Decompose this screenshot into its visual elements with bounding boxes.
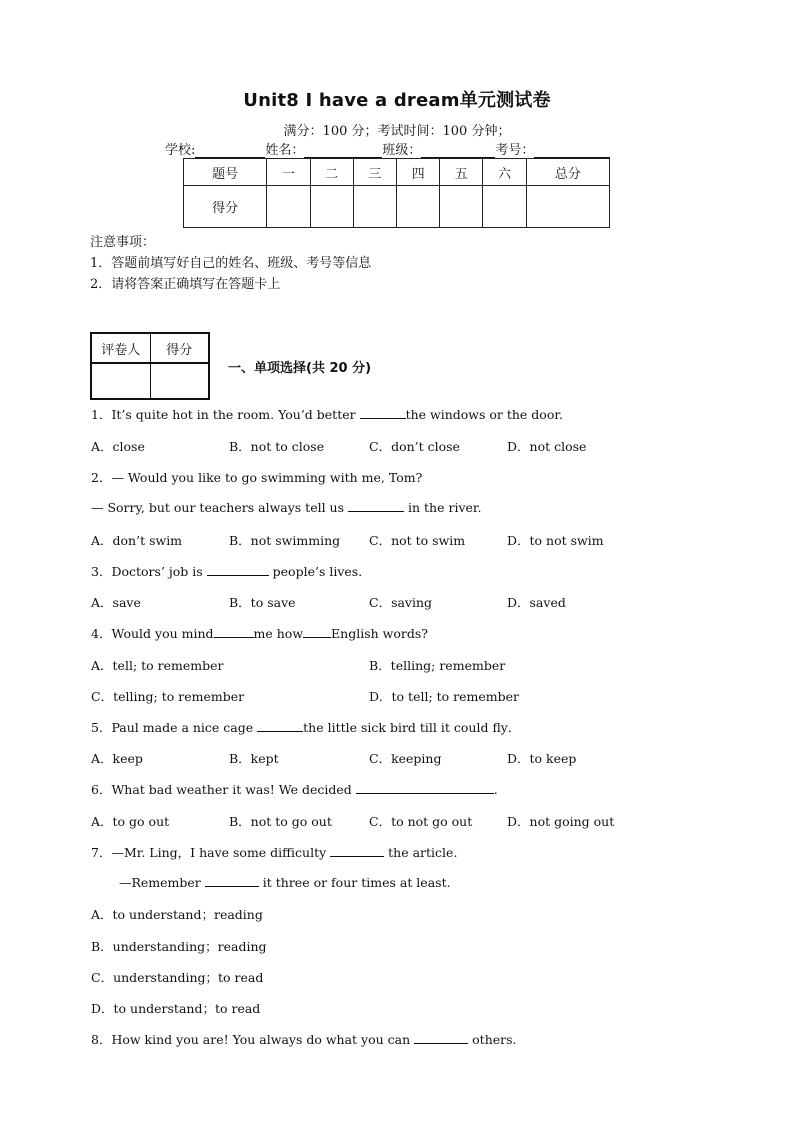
score-table (183, 158, 610, 228)
name-field[interactable] (304, 143, 382, 158)
option-b[interactable]: B．not swimming (229, 533, 341, 548)
score-cell[interactable] (483, 186, 526, 228)
score-header-cell: 总分 (526, 159, 609, 186)
note-item: 2．请将答案正确填写在答题卡上 (90, 277, 281, 292)
option-a[interactable]: A．save (91, 595, 141, 610)
grader-box (90, 332, 210, 400)
option-c[interactable]: C．telling; to remember (91, 689, 245, 704)
option-c[interactable]: C．understanding；to read (91, 970, 264, 985)
answer-blank[interactable] (205, 874, 259, 887)
note-item: 1．答题前填写好自己的姓名、班级、考号等信息 (90, 256, 372, 271)
answer-blank[interactable] (360, 406, 406, 419)
option-c[interactable]: C．saving (369, 595, 433, 610)
option-a[interactable]: A．to go out (91, 814, 170, 829)
question-1 (91, 405, 563, 423)
answer-blank[interactable] (303, 625, 331, 638)
school-label: 学校: (165, 143, 196, 158)
question-5 (91, 718, 520, 736)
question-stem: English words? (331, 626, 428, 641)
question-stem: 3．Doctors’ job is (91, 564, 203, 579)
answer-blank[interactable] (207, 563, 269, 576)
score-header-cell: 四 (396, 159, 439, 186)
question-4 (91, 624, 428, 642)
school-field[interactable] (195, 143, 265, 158)
option-d[interactable]: D．to understand；to read (91, 1001, 261, 1016)
grader-label: 评卷人 (91, 333, 150, 363)
question-stem: in the river. (408, 500, 482, 515)
answer-blank[interactable] (330, 844, 384, 857)
option-d[interactable]: D．not close (507, 439, 587, 454)
score-header-cell: 六 (483, 159, 526, 186)
score-header-cell: 一 (267, 159, 310, 186)
option-b[interactable]: B．understanding；reading (91, 939, 267, 954)
score-header-cell: 二 (310, 159, 353, 186)
question-stem: me how (253, 626, 304, 641)
question-stem: 8．How kind you are! You always do what you can (91, 1032, 411, 1047)
question-7 (91, 843, 457, 861)
question-stem: 4．Would you mind (91, 626, 214, 641)
score-cell[interactable] (310, 186, 353, 228)
option-b[interactable]: B．kept (229, 751, 279, 766)
question-2-reply (91, 499, 481, 515)
option-a[interactable]: A．don’t swim (91, 533, 183, 548)
option-d[interactable]: D．to keep (507, 751, 577, 766)
question-stem: the little sick bird till it could fly． (303, 720, 521, 735)
option-d[interactable]: D．not going out (507, 814, 615, 829)
grader-score-label: 得分 (150, 333, 209, 363)
question-stem: —Remember (119, 875, 201, 890)
question-stem: the article. (388, 845, 458, 860)
option-a[interactable]: A．close (91, 439, 145, 454)
option-a[interactable]: A．to understand；reading (91, 907, 263, 922)
question-7-reply (119, 874, 451, 890)
question-6 (91, 780, 498, 798)
question-stem: others. (472, 1032, 517, 1047)
score-header-cell: 题号 (184, 159, 267, 186)
name-label: 姓名： (265, 143, 305, 158)
question-stem: people’s lives. (272, 564, 363, 579)
score-cell[interactable] (353, 186, 396, 228)
class-field[interactable] (421, 143, 495, 158)
score-cell[interactable] (267, 186, 310, 228)
score-cell[interactable] (526, 186, 609, 228)
answer-blank[interactable] (214, 625, 254, 638)
answer-blank[interactable] (414, 1031, 468, 1044)
score-header-cell: 三 (353, 159, 396, 186)
score-row-label: 得分 (184, 186, 267, 228)
question-stem: 6．What bad weather it was! We decided (91, 782, 352, 797)
question-stem: the windows or the door. (405, 407, 563, 422)
score-cell[interactable] (396, 186, 439, 228)
option-c[interactable]: C．not to swim (369, 533, 466, 548)
class-label: 班级： (382, 143, 422, 158)
question-2: 2．— Would you like to go swimming with me, Tom? (91, 470, 423, 485)
question-stem: 5．Paul made a nice cage (91, 720, 254, 735)
question-stem: it three or four times at least. (262, 875, 451, 890)
option-c[interactable]: C．don’t close (369, 439, 460, 454)
score-cell[interactable] (440, 186, 483, 228)
question-stem: 1．It’s quite hot in the room. You’d better (91, 407, 356, 422)
option-c[interactable]: C．to not go out (369, 814, 473, 829)
grader-cell[interactable] (91, 363, 150, 399)
answer-blank[interactable] (348, 499, 404, 512)
option-a[interactable]: A．tell; to remember (91, 658, 224, 673)
question-8 (91, 1030, 517, 1048)
option-b[interactable]: B．to save (229, 595, 296, 610)
option-b[interactable]: B．telling; remember (369, 658, 506, 673)
question-stem: — Sorry, but our teachers always tell us (91, 500, 345, 515)
page-title: Unit8 I have a dream单元测试卷 (243, 90, 551, 111)
section-title: 一、单项选择(共 20 分) (228, 361, 372, 376)
grader-score-cell[interactable] (150, 363, 209, 399)
option-d[interactable]: D．saved (507, 595, 566, 610)
answer-blank[interactable] (257, 719, 303, 732)
student-info-line (165, 139, 610, 158)
option-a[interactable]: A．keep (91, 751, 143, 766)
option-d[interactable]: D．to tell; to remember (369, 689, 520, 704)
question-3 (91, 562, 362, 580)
exam-subtitle: 满分：100 分；考试时间：100 分钟； (283, 124, 511, 139)
option-d[interactable]: D．to not swim (507, 533, 604, 548)
score-header-cell: 五 (440, 159, 483, 186)
question-stem: 7．—Mr. Ling，I have some difficulty (91, 845, 327, 860)
exam-no-field[interactable] (534, 143, 610, 158)
exam-no-label: 考号： (495, 143, 535, 158)
option-c[interactable]: C．keeping (369, 751, 442, 766)
question-stem: . (493, 782, 498, 797)
answer-blank[interactable] (356, 781, 494, 794)
option-b[interactable]: B．not to close (229, 439, 325, 454)
option-b[interactable]: B．not to go out (229, 814, 332, 829)
notes-heading: 注意事项： (90, 235, 156, 250)
